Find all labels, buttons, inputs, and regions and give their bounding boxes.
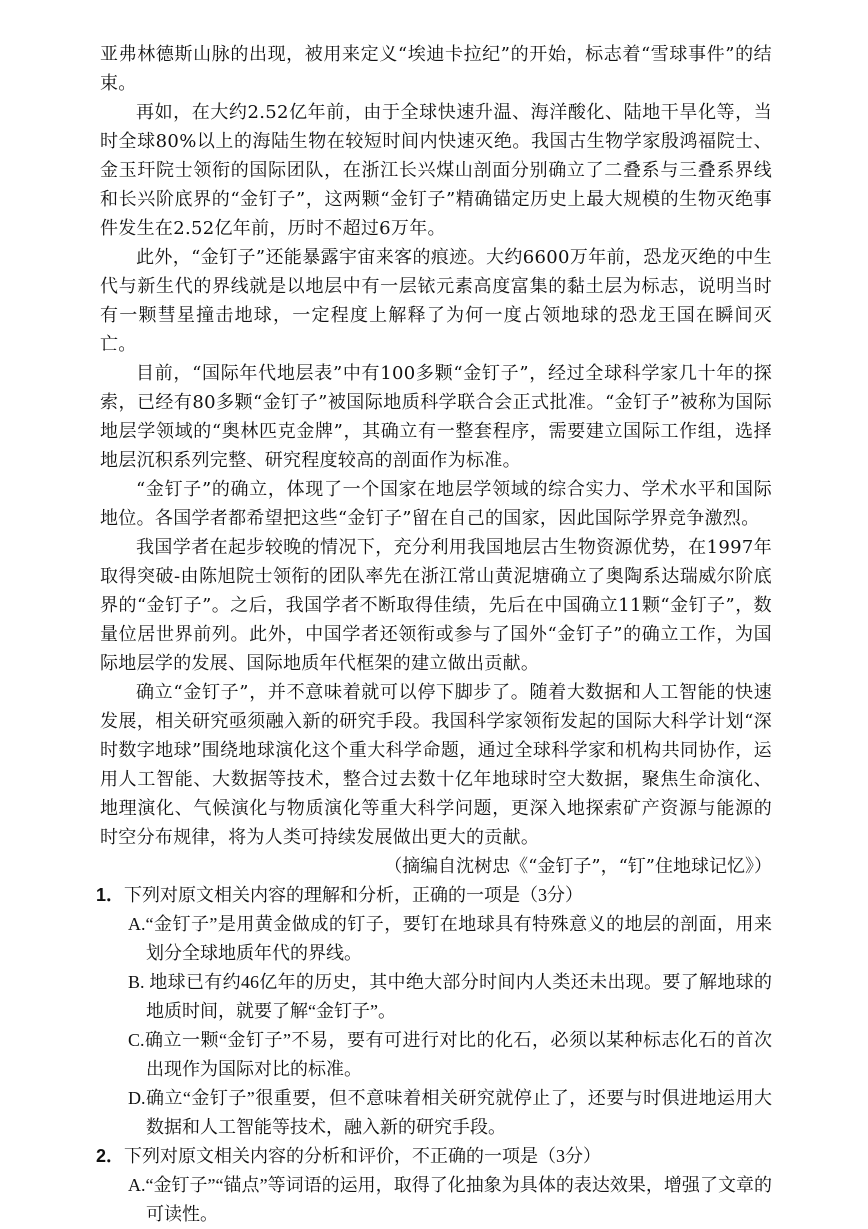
question-stem bbox=[96, 881, 772, 910]
article-paragraph: “金钉子”的确立，体现了一个国家在地层学领域的综合实力、学术水平和国际地位。各国学者都希望把这些“金钉子”留在自己的国家，因此国际学界竞争激烈。 bbox=[100, 479, 772, 529]
question-1 bbox=[96, 881, 772, 1142]
article-paragraph: 亚弗林德斯山脉的出现，被用来定义“埃迪卡拉纪”的开始，标志着“雪球事件”的结束。 bbox=[100, 44, 772, 94]
question-number: 1． bbox=[96, 885, 125, 905]
article-source: （摘编自沈树忠《“金钉子”，“钉”住地球记忆》） bbox=[384, 856, 772, 877]
question-number: 2． bbox=[96, 1146, 125, 1166]
option-d[interactable]: D.确立“金钉子”很重要，但不意味着相关研究就停止了，还要与时俱进地运用大数据和人工智能等技术，融入新的研究手段。 bbox=[128, 1088, 772, 1137]
article-paragraph: 目前，“国际年代地层表”中有100多颗“金钉子”，经过全球科学家几十年的探索，已经有80多颗“金钉子”被国际地质科学联合会正式批准。“金钉子”被称为国际地层学领域的“奥林匹克金牌”，其确立有一整套程序，需要建立国际工作组，选择地层沉积系列完整、研究程度较高的剖面作为标准。 bbox=[100, 363, 772, 471]
option-c[interactable]: C.确立一颗“金钉子”不易，要有可进行对比的化石，必须以某种标志化石的首次出现作为国际对比的标准。 bbox=[128, 1030, 772, 1079]
option-b[interactable]: B. 地球已有约46亿年的历史，其中绝大部分时间内人类还未出现。要了解地球的地质时间，就要了解“金钉子”。 bbox=[128, 972, 772, 1021]
article-paragraph: 再如，在大约2.52亿年前，由于全球快速升温、海洋酸化、陆地干旱化等，当时全球80%以上的海陆生物在较短时间内快速灭绝。我国古生物学家殷鸿福院士、金玉玕院士领衔的国际团队，在浙江长兴煤山剖面分别确立了二叠系与三叠系界线和长兴阶底界的“金钉子”，这两颗“金钉子”精确锚定历史上最大规模的生物灭绝事件发生在2.52亿年前，历时不超过6万年。 bbox=[100, 102, 772, 239]
article-paragraph: 确立“金钉子”，并不意味着就可以停下脚步了。随着大数据和人工智能的快速发展，相关研究亟须融入新的研究手段。我国科学家领衔发起的国际大科学计划“深时数字地球”围绕地球演化这个重大科学命题，通过全球科学家和机构共同协作，运用人工智能、大数据等技术，整合过去数十亿年地球时空大数据，聚焦生命演化、地理演化、气候演化与物质演化等重大科学问题，更深入地探索矿产资源与能源的时空分布规律，将为人类可持续发展做出更大的贡献。 bbox=[100, 682, 772, 848]
question-2 bbox=[96, 1142, 772, 1229]
question-text: 下列对原文相关内容的分析和评价，不正确的一项是（3分） bbox=[124, 1146, 601, 1166]
article bbox=[100, 40, 772, 881]
article-paragraph: 我国学者在起步较晚的情况下，充分利用我国地层古生物资源优势，在1997年取得突破-由陈旭院士领衔的团队率先在浙江常山黄泥塘确立了奥陶系达瑞威尔阶底界的“金钉子”。之后，我国学者不断取得佳绩，先后在中国确立11颗“金钉子”，数量位居世界前列。此外，中国学者还领衔或参与了国外“金钉子”的确立工作，为国际地层学的发展、国际地质年代框架的建立做出贡献。 bbox=[100, 537, 772, 674]
option-a[interactable]: A.“金钉子”“锚点”等词语的运用，取得了化抽象为具体的表达效果，增强了文章的可读性。 bbox=[128, 1175, 772, 1224]
article-paragraph: 此外，“金钉子”还能暴露宇宙来客的痕迹。大约6600万年前，恐龙灭绝的中生代与新生代的界线就是以地层中有一层铱元素高度富集的黏土层为标志，说明当时有一颗彗星撞击地球，一定程度上解释了为何一度占领地球的恐龙王国在瞬间灭亡。 bbox=[100, 247, 772, 355]
option-a[interactable]: A.“金钉子”是用黄金做成的钉子，要钉在地球具有特殊意义的地层的剖面，用来划分全球地质年代的界线。 bbox=[128, 914, 772, 963]
question-stem bbox=[96, 1142, 772, 1171]
question-text: 下列对原文相关内容的理解和分析，正确的一项是（3分） bbox=[124, 885, 583, 905]
